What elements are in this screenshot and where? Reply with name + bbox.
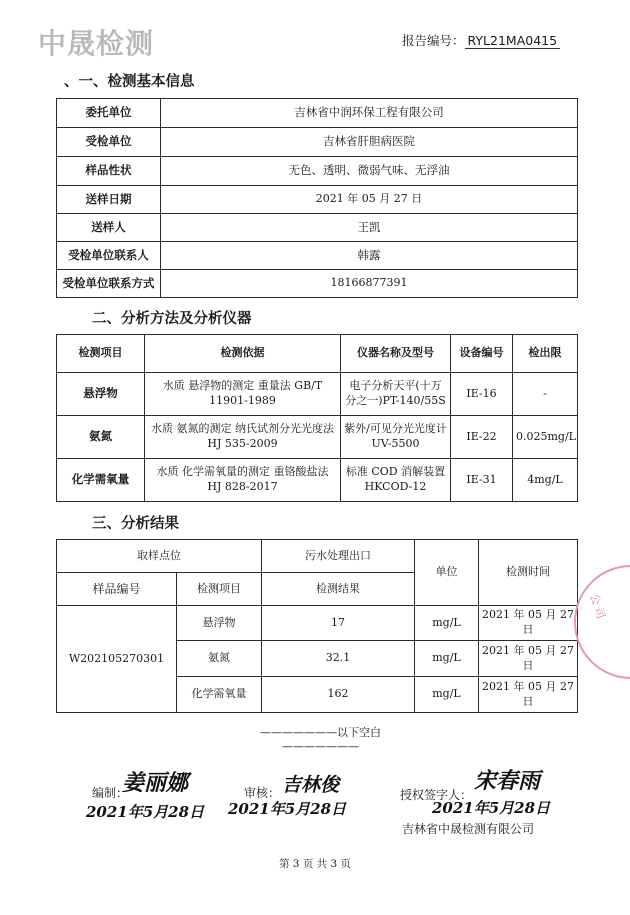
report-number-value: RYL21MA0415: [465, 33, 561, 49]
cell-limit: -: [513, 373, 578, 416]
row-label: 送样人: [57, 214, 161, 242]
col-header: 设备编号: [451, 335, 513, 373]
cell-time: 2021 年 05 月 27 日: [479, 606, 578, 641]
row-value: 2021 年 05 月 27 日: [161, 186, 578, 214]
item-header: 检测项目: [177, 573, 262, 606]
row-label: 样品性状: [57, 157, 161, 186]
cell-item: 化学需氧量: [177, 677, 262, 713]
cell-instrument: 紫外/可见分光光度计 UV-5500: [341, 416, 451, 459]
row-label: 受检单位联系方式: [57, 270, 161, 298]
cell-basis: 水质 化学需氧量的测定 重铬酸盐法 HJ 828-2017: [145, 459, 341, 502]
compiler-signature: 姜丽娜: [122, 770, 189, 796]
cell-result: 32.1: [262, 641, 415, 677]
section1-title: 、一、检测基本信息: [64, 74, 195, 90]
cell-device: IE-31: [451, 459, 513, 502]
row-value: 18166877391: [161, 270, 578, 298]
report-number-label: 报告编号：: [402, 33, 465, 48]
compiler-date: 2021年5月28日: [86, 803, 205, 821]
table-row: [57, 270, 578, 298]
reviewer-signature: 吉林俊: [282, 774, 340, 796]
compiler-label: 编制：: [92, 786, 129, 800]
table-header-row: [57, 540, 578, 573]
table-row: [57, 186, 578, 214]
page-number: 第 3 页 共 3 页: [278, 858, 352, 870]
row-label: 受检单位: [57, 128, 161, 157]
section3-title: 三、分析结果: [92, 516, 179, 532]
method-table: [56, 334, 578, 502]
sample-no-header: 样品编号: [57, 573, 177, 606]
cell-instrument: 标准 COD 消解装置 HKCOD-12: [341, 459, 451, 502]
table-row: [57, 128, 578, 157]
table-row: [57, 416, 578, 459]
cell-basis: 水质 氨氮的测定 纳氏试剂分光光度法 HJ 535-2009: [145, 416, 341, 459]
section2-title: 二、分析方法及分析仪器: [92, 311, 252, 327]
approver-date: 2021年5月28日: [432, 799, 551, 817]
reviewer-label: 审核：: [244, 786, 281, 800]
cell-item: 悬浮物: [177, 606, 262, 641]
table-row: [57, 606, 578, 641]
row-value: 吉林省肝胆病医院: [161, 128, 578, 157]
unit-header: 单位: [415, 540, 479, 606]
row-value: 无色、透明、微弱气味、无浮油: [161, 157, 578, 186]
col-header: 检测依据: [145, 335, 341, 373]
issuer-company: 吉林省中晟检测有限公司: [402, 822, 535, 836]
cell-basis: 水质 悬浮物的测定 重量法 GB/T 11901-1989: [145, 373, 341, 416]
approver-signature: 宋春雨: [474, 768, 541, 794]
company-seal: [574, 565, 630, 679]
sampling-point-value: 污水处理出口: [262, 540, 415, 573]
col-header: 仪器名称及型号: [341, 335, 451, 373]
cell-item: 化学需氧量: [57, 459, 145, 502]
seal-text: 公 司: [586, 592, 607, 621]
cell-result: 17: [262, 606, 415, 641]
cell-unit: mg/L: [415, 641, 479, 677]
row-value: 吉林省中润环保工程有限公司: [161, 99, 578, 128]
cell-result: 162: [262, 677, 415, 713]
blank-below-line: ———————以下空白———————: [260, 726, 381, 753]
cell-item: 悬浮物: [57, 373, 145, 416]
cell-unit: mg/L: [415, 677, 479, 713]
cell-instrument: 电子分析天平(十万分之一)PT-140/55S: [341, 373, 451, 416]
col-header: 检测项目: [57, 335, 145, 373]
table-row: [57, 373, 578, 416]
table-row: [57, 242, 578, 270]
report-number: [402, 31, 560, 49]
table-row: [57, 459, 578, 502]
sampling-point-label: 取样点位: [57, 540, 262, 573]
cell-device: IE-22: [451, 416, 513, 459]
cell-time: 2021 年 05 月 27 日: [479, 677, 578, 713]
table-row: [57, 99, 578, 128]
sample-no: W202105270301: [57, 606, 177, 713]
cell-time: 2021 年 05 月 27 日: [479, 641, 578, 677]
row-value: 王凯: [161, 214, 578, 242]
approver-label: 授权签字人：: [400, 788, 473, 802]
row-label: 委托单位: [57, 99, 161, 128]
row-label: 受检单位联系人: [57, 242, 161, 270]
company-logo: 中晟检测: [38, 27, 155, 60]
cell-item: 氨氮: [177, 641, 262, 677]
cell-item: 氨氮: [57, 416, 145, 459]
cell-unit: mg/L: [415, 606, 479, 641]
basic-info-table: [56, 98, 578, 298]
reviewer-date: 2021年5月28日: [228, 800, 347, 818]
result-table: [56, 539, 578, 713]
col-header: 检出限: [513, 335, 578, 373]
cell-device: IE-16: [451, 373, 513, 416]
table-row: [57, 214, 578, 242]
result-header: 检测结果: [262, 573, 415, 606]
row-value: 韩露: [161, 242, 578, 270]
cell-limit: 4mg/L: [513, 459, 578, 502]
time-header: 检测时间: [479, 540, 578, 606]
table-header-row: [57, 335, 578, 373]
table-row: [57, 157, 578, 186]
cell-limit: 0.025mg/L: [513, 416, 578, 459]
row-label: 送样日期: [57, 186, 161, 214]
